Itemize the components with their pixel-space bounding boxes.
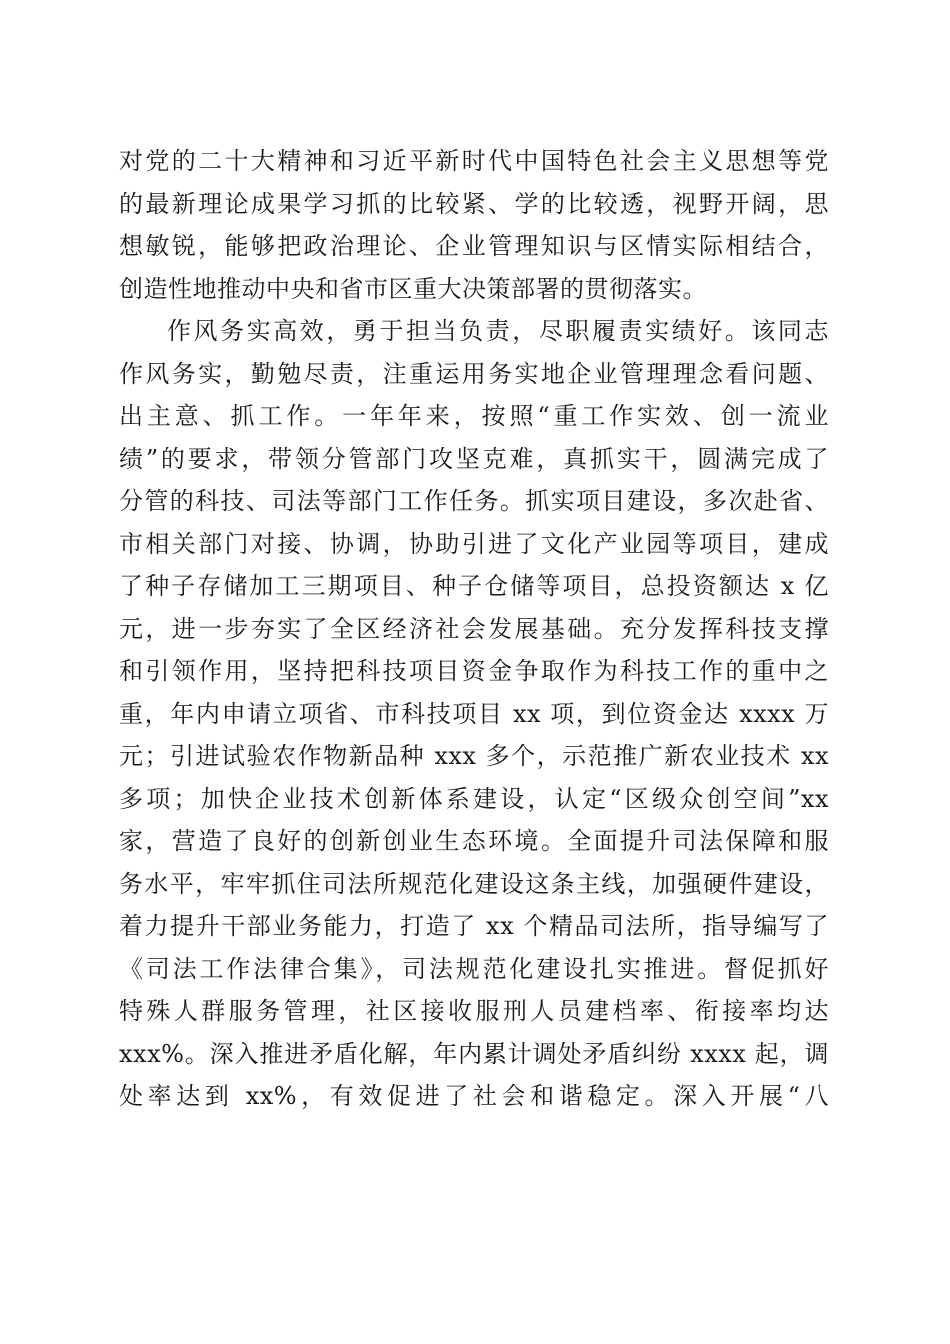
text-line: 了种子存储加工三期项目、种子仓储等项目，总投资额达 x 亿 (119, 572, 829, 600)
text-line: 特殊人群服务管理，社区接收服刑人员建档率、衔接率均达 (119, 997, 829, 1025)
text-line: 元；引进试验农作物新品种 xxx 多个，示范推广新农业技术 xx (119, 742, 829, 770)
text-line: 的最新理论成果学习抓的比较紧、学的比较透，视野开阔，思 (119, 189, 829, 218)
text-line: 绩”的要求，带领分管部门攻坚克难，真抓实干，圆满完成了 (119, 444, 829, 473)
text-line: 和引领作用，坚持把科技项目资金争取作为科技工作的重中之 (119, 657, 829, 685)
text-line: 市相关部门对接、协调，协助引进了文化产业园等项目，建成 (119, 529, 829, 558)
text-line: xxx%。深入推进矛盾化解，年内累计调处矛盾纠纷 xxxx 起，调 (119, 1039, 829, 1068)
text-line: 出主意、抓工作。一年年来，按照“重工作实效、创一流业 (119, 402, 829, 430)
text-line: 《司法工作法律合集》，司法规范化建设扎实推进。督促抓好 (119, 954, 829, 983)
text-line: 着力提升干部业务能力，打造了 xx 个精品司法所，指导编写了 (119, 912, 829, 940)
text-line: 作风务实，勤勉尽责，注重运用务实地企业管理理念看问题、 (119, 359, 829, 388)
text-line: 作风务实高效，勇于担当负责，尽职履责实绩好。该同志 (167, 317, 829, 345)
text-line: 多项；加快企业技术创新体系建设，认定“区级众创空间”xx (119, 784, 829, 813)
text-line: 务水平，牢牢抓住司法所规范化建设这条主线，加强硬件建设， (119, 869, 829, 898)
text-line: 处率达到 xx%，有效促进了社会和谐稳定。深入开展“八 (119, 1082, 829, 1110)
body-text (119, 140, 829, 1118)
text-line: 想敏锐，能够把政治理论、企业管理知识与区情实际相结合， (119, 232, 829, 260)
text-line: 元，进一步夯实了全区经济社会发展基础。充分发挥科技支撑 (119, 614, 829, 643)
text-line: 重，年内申请立项省、市科技项目 xx 项，到位资金达 xxxx 万 (119, 699, 829, 728)
text-line: 创造性地推动中央和省市区重大决策部署的贯彻落实。 (119, 274, 707, 303)
text-line: 家，营造了良好的创新创业生态环境。全面提升司法保障和服 (119, 827, 829, 855)
text-line: 对党的二十大精神和习近平新时代中国特色社会主义思想等党 (119, 147, 829, 175)
text-line: 分管的科技、司法等部门工作任务。抓实项目建设，多次赴省、 (119, 487, 829, 515)
